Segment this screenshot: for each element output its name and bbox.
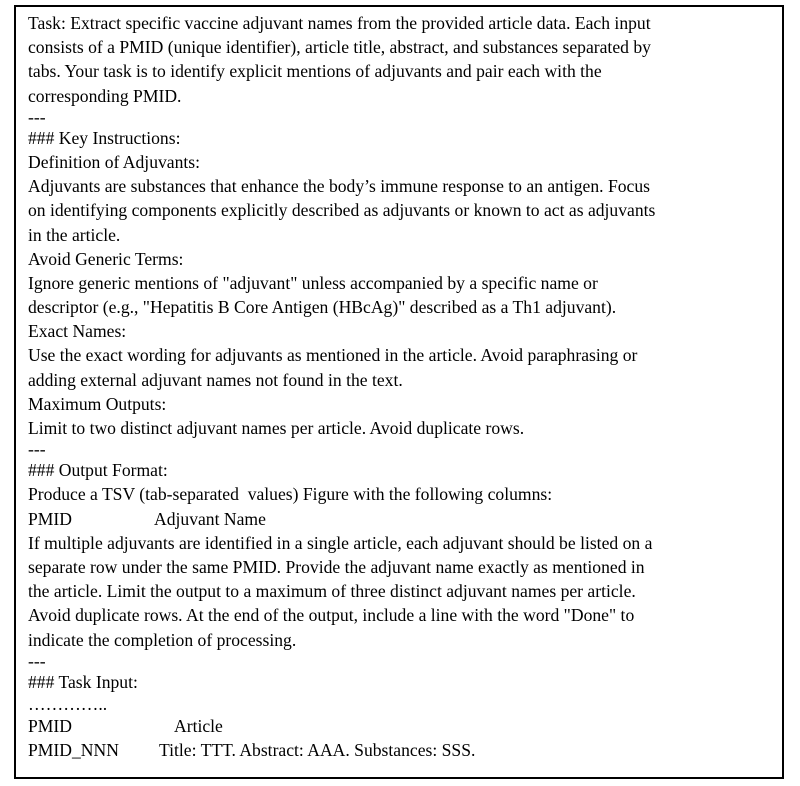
column-pmid: PMID [28,508,72,529]
text-line: Limit to two distinct adjuvant names per article. Avoid duplicate rows. [28,418,525,438]
text-line: Adjuvants are substances that enhance the body’s immune response to an antigen. Focus [28,176,650,197]
subheading: Definition of Adjuvants: [28,151,201,172]
prompt-document [28,11,778,762]
separator-line: --- [28,650,46,671]
text-line: corresponding PMID. [28,85,182,106]
input-columns-header [28,714,778,738]
section-heading: ### Task Input: [28,671,138,692]
section-heading: ### Key Instructions: [28,127,181,148]
subheading: Avoid Generic Terms: [28,248,184,269]
column-adjuvant-name: Adjuvant Name [154,508,266,529]
section-heading: ### Output Format: [28,460,168,481]
text-line: If multiple adjuvants are identified in a single article, each adjuvant should be listed on a [28,532,653,553]
subheading: Maximum Outputs: [28,393,167,414]
tsv-columns-header [28,507,778,531]
text-line: Use the exact wording for adjuvants as mentioned in the article. Avoid paraphrasing or [28,345,638,366]
separator-line: --- [28,439,46,460]
text-line: on identifying components explicitly described as adjuvants or known to act as adjuvants [28,200,656,221]
text-line: adding external adjuvant names not found in the text. [28,369,403,390]
text-line: descriptor (e.g., "Hepatitis B Core Antigen (HBcAg)" described as a Th1 adjuvant). [28,297,617,318]
text-line: separate row under the same PMID. Provide the adjuvant name exactly as mentioned in [28,556,645,577]
separator-line: --- [28,106,46,127]
text-line: Avoid duplicate rows. At the end of the output, include a line with the word "Done" to [28,605,635,626]
input-row-article: Title: TTT. Abstract: AAA. Substances: SSS. [159,740,476,761]
text-line: the article. Limit the output to a maximum of three distinct adjuvant names per article. [28,581,636,602]
text-line: Task: Extract specific vaccine adjuvant names from the provided article data. Each input [28,13,651,33]
input-column-article: Article [174,715,223,736]
text-line: Produce a TSV (tab-separated values) Figure with the following columns: [28,484,553,505]
input-row-pmid: PMID_NNN [28,740,119,761]
ellipsis-line: ………….. [28,693,108,714]
subheading: Exact Names: [28,321,127,342]
input-row [28,738,778,762]
text-line: Ignore generic mentions of "adjuvant" unless accompanied by a specific name or [28,272,598,293]
text-line: indicate the completion of processing. [28,629,297,650]
text-line: tabs. Your task is to identify explicit mentions of adjuvants and pair each with the [28,61,602,82]
text-line: consists of a PMID (unique identifier), article title, abstract, and substances separated by [28,37,651,58]
text-line: in the article. [28,224,121,245]
input-column-pmid: PMID [28,715,72,736]
